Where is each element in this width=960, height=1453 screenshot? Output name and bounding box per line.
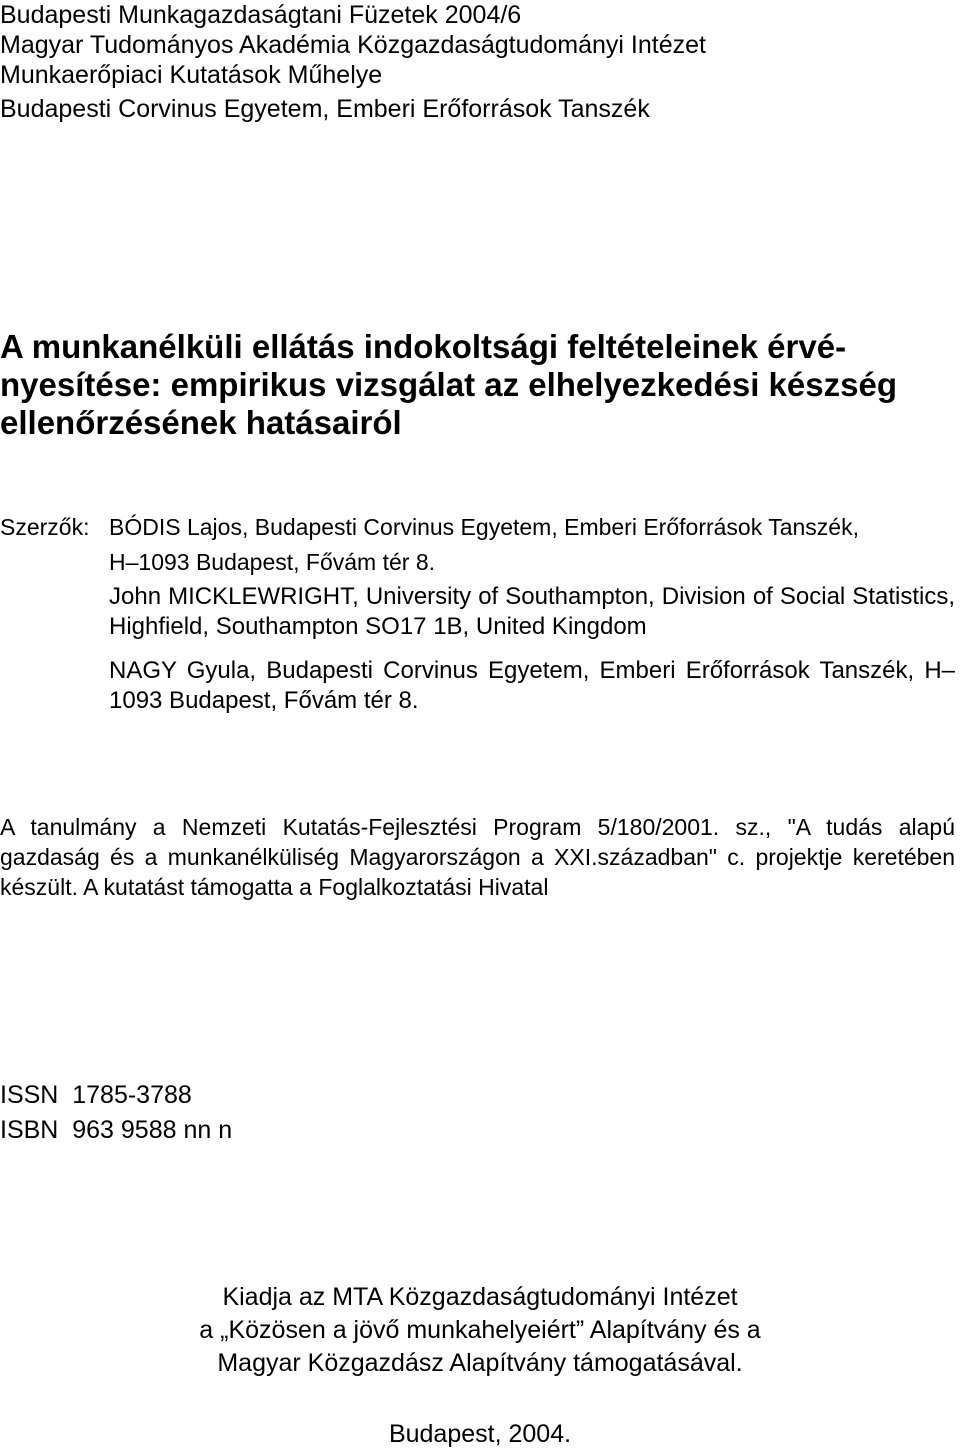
author-bodis-line-1: BÓDIS Lajos, Budapesti Corvinus Egyetem, Emberi Erőforrások Tanszék, [109, 514, 859, 540]
institute-name: Magyar Tudományos Akadémia Közgazdaságtudományi Intézet [0, 31, 706, 59]
department-name: Budapesti Corvinus Egyetem, Emberi Erőforrások Tanszék [0, 95, 650, 123]
series-title: Budapesti Munkagazdaságtani Füzetek 2004/6 [0, 1, 522, 29]
isbn: ISBN 963 9588 nn n [0, 1116, 233, 1144]
paper-title-line-1: A munkanélküli ellátás indokoltsági feltételeinek érvé- [0, 328, 847, 365]
author-nagy: NAGY Gyula, Budapesti Corvinus Egyetem, Emberi Erőforrások Tanszék, H–1093 Budapest, Fővám tér 8. [109, 657, 955, 714]
publisher-line-1: Kiadja az MTA Közgazdaságtudományi Intézet [222, 1283, 738, 1311]
workshop-name: Munkaerőpiaci Kutatások Műhelye [0, 61, 383, 89]
authors-label: Szerzők: [0, 514, 90, 540]
paper-title-line-2: nyesítése: empirikus vizsgálat az elhelyezkedési készség [0, 366, 897, 403]
issn: ISSN 1785-3788 [0, 1081, 192, 1109]
funding-note: A tanulmány a Nemzeti Kutatás-Fejlesztési Program 5/180/2001. sz., "A tudás alapú gazdaság és a munkanélküliség Magyarországon a XXI.században" c. projektje keretében készült. A kutatást támogatta a Foglalkoztatási Hivatal [0, 814, 955, 900]
publisher-line-3: Magyar Közgazdász Alapítvány támogatásával. [217, 1349, 743, 1377]
paper-title-line-3: ellenőrzésének hatásairól [0, 404, 402, 441]
author-bodis-line-2: H–1093 Budapest, Fővám tér 8. [109, 549, 436, 575]
publisher-line-2: a „Közösen a jövő munkahelyeiért” Alapítvány és a [199, 1316, 761, 1344]
author-micklewright: John MICKLEWRIGHT, University of Southampton, Division of Social Statistics, Highfield, Southampton SO17 1B, United Kingdom [109, 583, 955, 640]
place-date: Budapest, 2004. [388, 1420, 572, 1448]
